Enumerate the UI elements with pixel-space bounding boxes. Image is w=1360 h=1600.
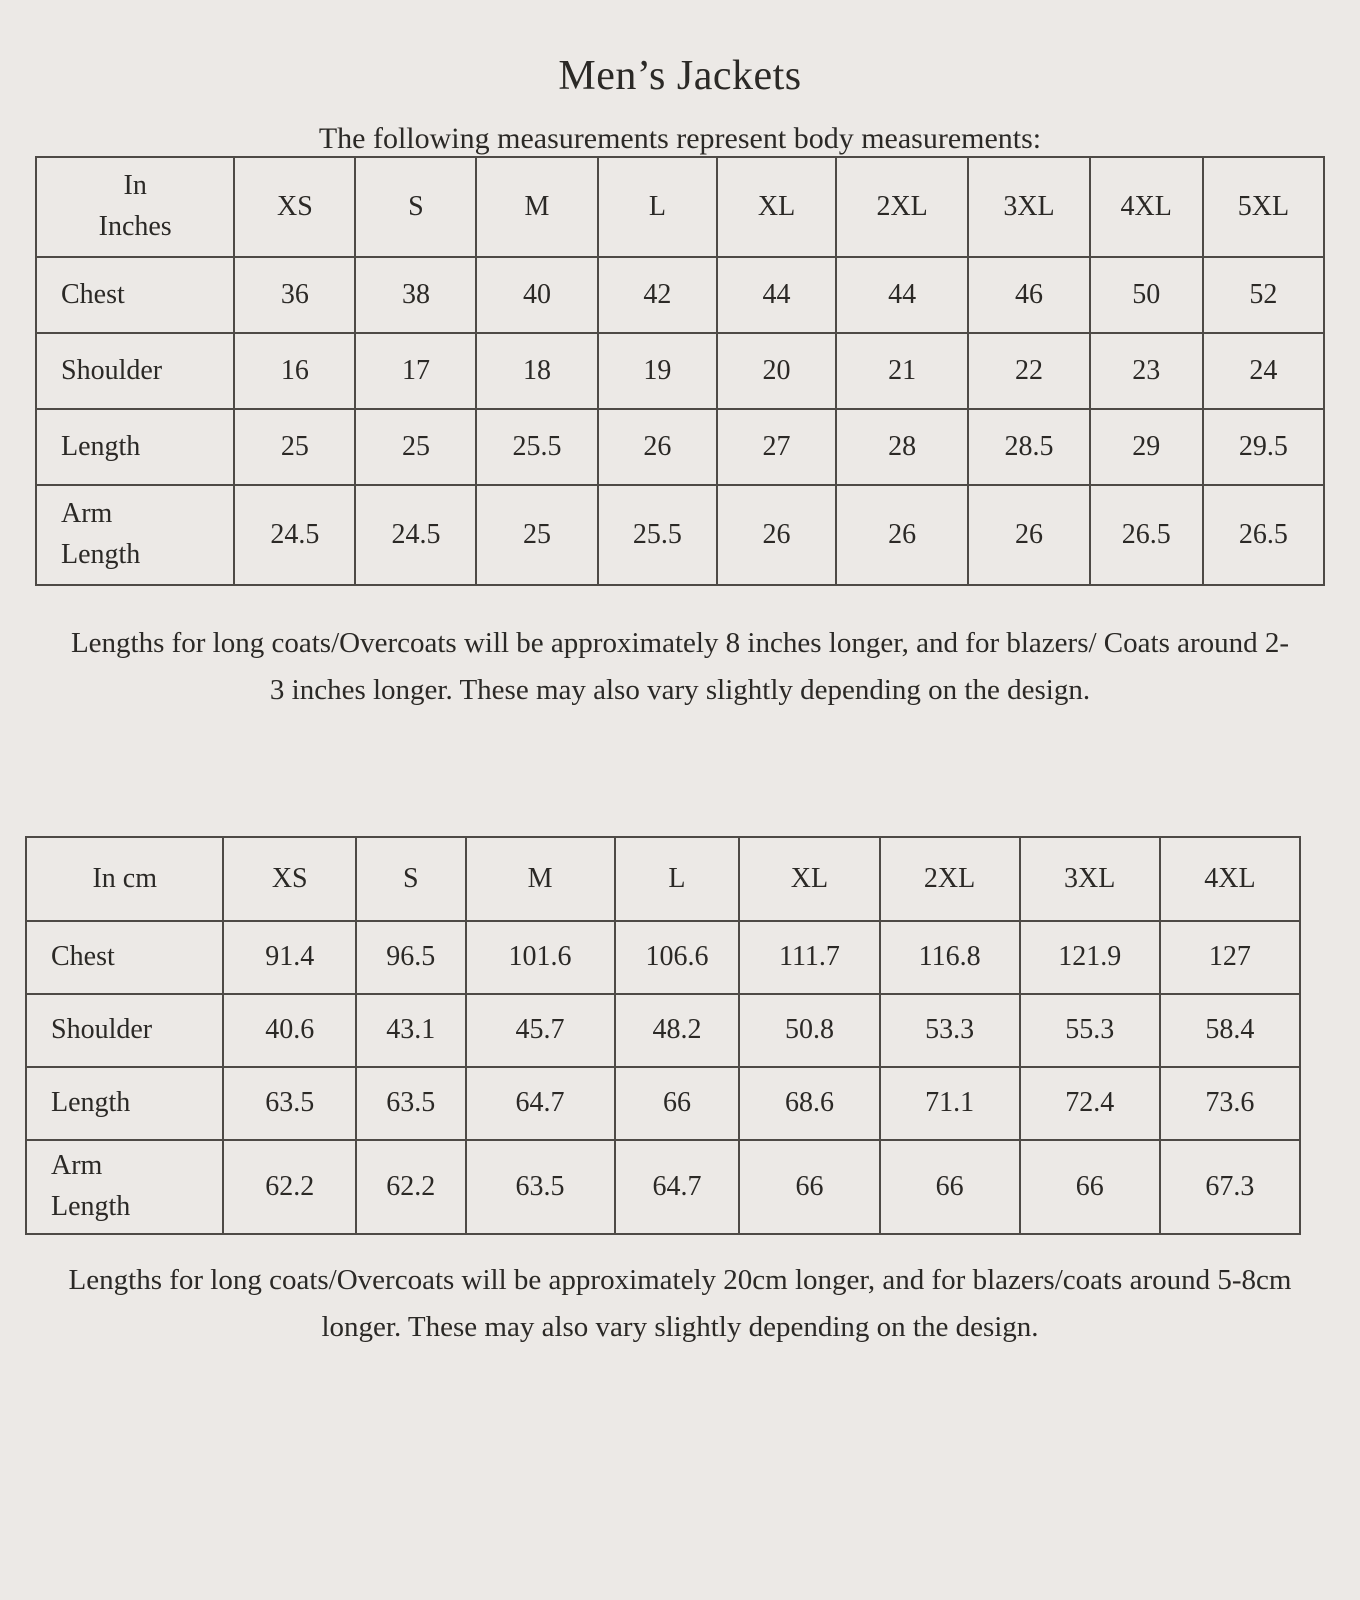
cm_table-size-header-4xl bbox=[1160, 837, 1300, 921]
cm_table-value-cell-text: 63.5 bbox=[386, 1087, 436, 1119]
cm_table-value-cell bbox=[880, 1140, 1020, 1234]
cm_table-value-cell bbox=[1020, 921, 1160, 994]
inches_table-value-cell-text: 20 bbox=[762, 354, 791, 386]
inches_table-value-cell-text: 27 bbox=[762, 430, 791, 462]
cm_table-row-label bbox=[26, 921, 223, 994]
cm_table-value-cell-text: 48.2 bbox=[652, 1014, 702, 1046]
inches_table-value-cell bbox=[1090, 409, 1203, 485]
cm_table-header-row bbox=[26, 837, 1300, 921]
cm_table-size-header-4xl-text: 4XL bbox=[1204, 862, 1256, 894]
inches_table-value-cell bbox=[717, 485, 835, 585]
cm_table-row-arm-length bbox=[26, 1140, 1300, 1234]
inches_table-value-cell bbox=[836, 257, 969, 333]
inches-size-table bbox=[35, 156, 1325, 586]
inches_table-value-cell-text: 24.5 bbox=[270, 518, 320, 550]
cm_table-value-cell bbox=[466, 921, 615, 994]
inches_table-value-cell-text: 25 bbox=[401, 430, 430, 462]
inches_table-value-cell bbox=[476, 485, 597, 585]
cm_table-value-cell bbox=[615, 1067, 740, 1140]
inches_table-row-label bbox=[36, 485, 234, 585]
cm_table-value-cell-text: 91.4 bbox=[265, 941, 315, 973]
cm_table-size-header-3xl bbox=[1020, 837, 1160, 921]
cm_table-value-cell-text: 73.6 bbox=[1205, 1087, 1255, 1119]
inches_table-value-cell-text: 26 bbox=[762, 518, 791, 550]
cm_table-size-header-xs bbox=[223, 837, 355, 921]
inches_table-size-header-xs-text: XS bbox=[276, 190, 313, 222]
cm_table-value-cell-text: 64.7 bbox=[515, 1087, 565, 1119]
cm_table-value-cell bbox=[466, 1140, 615, 1234]
cm_table-row-label-text: Shoulder bbox=[51, 1014, 153, 1046]
cm_table-value-cell-text: 101.6 bbox=[508, 941, 572, 973]
inches_table-row-label-text: Arm Length bbox=[61, 498, 141, 570]
cm_table-value-cell bbox=[223, 994, 355, 1067]
inches_table-row-chest bbox=[36, 257, 1324, 333]
inches_table-value-cell-text: 26 bbox=[1014, 518, 1043, 550]
cm_table-value-cell bbox=[356, 921, 466, 994]
cm_table-value-cell-text: 50.8 bbox=[784, 1014, 834, 1046]
inches_table-value-cell-text: 22 bbox=[1014, 354, 1043, 386]
inches_table-value-cell-text: 25.5 bbox=[512, 430, 562, 462]
inches_table-value-cell bbox=[836, 485, 969, 585]
cm_table-value-cell-text: 55.3 bbox=[1065, 1014, 1115, 1046]
inches_table-value-cell bbox=[968, 333, 1089, 409]
inches_table-value-cell-text: 24 bbox=[1249, 354, 1278, 386]
inches_table-value-cell bbox=[355, 333, 476, 409]
inches_table-value-cell bbox=[234, 333, 355, 409]
inches_table-value-cell bbox=[598, 333, 718, 409]
inches_table-value-cell-text: 17 bbox=[401, 354, 430, 386]
inches_table-value-cell-text: 25.5 bbox=[632, 518, 682, 550]
inches_table-value-cell-text: 26 bbox=[888, 518, 917, 550]
inches_table-value-cell bbox=[717, 333, 835, 409]
cm_table-value-cell-text: 127 bbox=[1208, 941, 1251, 973]
cm_table-value-cell-text: 66 bbox=[1075, 1170, 1104, 1202]
cm_table-value-cell bbox=[739, 1140, 879, 1234]
cm_table-value-cell-text: 62.2 bbox=[386, 1170, 436, 1202]
inches_table-value-cell-text: 26.5 bbox=[1121, 518, 1171, 550]
inches_table-value-cell-text: 44 bbox=[888, 278, 917, 310]
cm_table-value-cell bbox=[739, 1067, 879, 1140]
inches_table-value-cell bbox=[476, 257, 597, 333]
cm_table-size-header-xs-text: XS bbox=[271, 862, 308, 894]
inches_table-header-row bbox=[36, 157, 1324, 257]
inches_table-value-cell-text: 25 bbox=[523, 518, 551, 550]
cm_table-value-cell-text: 58.4 bbox=[1205, 1014, 1255, 1046]
inches_table-size-header-4xl-text: 4XL bbox=[1120, 190, 1172, 222]
cm_table-row-label bbox=[26, 1067, 223, 1140]
cm_table-value-cell-text: 71.1 bbox=[925, 1087, 975, 1119]
inches_table-value-cell bbox=[355, 257, 476, 333]
inches_table-row-shoulder bbox=[36, 333, 1324, 409]
inches_table-value-cell-text: 50 bbox=[1132, 278, 1161, 310]
cm_table-size-header-s-text: S bbox=[402, 862, 419, 894]
inches_table-size-header-4xl bbox=[1090, 157, 1203, 257]
cm_table-value-cell bbox=[223, 921, 355, 994]
inches_table-value-cell bbox=[836, 409, 969, 485]
cm_table-value-cell bbox=[223, 1067, 355, 1140]
cm_table-value-cell bbox=[739, 994, 879, 1067]
inches_table-value-cell-text: 19 bbox=[643, 354, 672, 386]
inches_table-row-label-text: Shoulder bbox=[61, 354, 163, 386]
cm_table-value-cell-text: 72.4 bbox=[1065, 1087, 1115, 1119]
inches_table-value-cell bbox=[717, 409, 835, 485]
cm_table-row-length bbox=[26, 1067, 1300, 1140]
inches_table-value-cell-text: 38 bbox=[401, 278, 430, 310]
inches_table-value-cell-text: 52 bbox=[1249, 278, 1278, 310]
cm_table-value-cell-text: 66 bbox=[935, 1170, 964, 1202]
cm_table-value-cell bbox=[1160, 1140, 1300, 1234]
page-title: Men’s Jackets bbox=[558, 53, 802, 99]
inches_table-value-cell bbox=[476, 333, 597, 409]
cm_table-row-label bbox=[26, 994, 223, 1067]
inches_table-size-header-3xl-text: 3XL bbox=[1003, 190, 1055, 222]
inches_table-value-cell-text: 21 bbox=[888, 354, 917, 386]
inches_table-value-cell bbox=[968, 485, 1089, 585]
cm_table-value-cell-text: 96.5 bbox=[386, 941, 436, 973]
cm_table-value-cell bbox=[1160, 921, 1300, 994]
inches_table-value-cell-text: 40 bbox=[523, 278, 551, 310]
inches_table-value-cell bbox=[598, 409, 718, 485]
inches_table-size-header-l bbox=[598, 157, 718, 257]
cm_table-row-label-text: Length bbox=[51, 1087, 131, 1119]
cm_table-row-chest bbox=[26, 921, 1300, 994]
cm_table-value-cell bbox=[880, 994, 1020, 1067]
inches_table-size-header-xs bbox=[234, 157, 355, 257]
inches_table-value-cell-text: 26 bbox=[643, 430, 672, 462]
cm_table-value-cell-text: 67.3 bbox=[1205, 1170, 1255, 1202]
inches_table-size-header-m bbox=[476, 157, 597, 257]
inches_table-value-cell bbox=[1203, 333, 1324, 409]
inches_table-value-cell-text: 28 bbox=[888, 430, 917, 462]
cm_table-size-header-l bbox=[615, 837, 740, 921]
inches_table-value-cell-text: 26.5 bbox=[1238, 518, 1288, 550]
cm_table-unit-label bbox=[26, 837, 223, 921]
cm_table-value-cell-text: 68.6 bbox=[784, 1087, 834, 1119]
cm_table-value-cell-text: 64.7 bbox=[652, 1170, 702, 1202]
inches_table-value-cell bbox=[717, 257, 835, 333]
inches_table-value-cell-text: 25 bbox=[280, 430, 309, 462]
cm_table-size-header-l-text: L bbox=[668, 862, 686, 894]
cm_table-size-header-xl bbox=[739, 837, 879, 921]
inches_table-size-header-2xl-text: 2XL bbox=[876, 190, 928, 222]
inches_table-row-label-text: Chest bbox=[61, 278, 125, 310]
cm_table-value-cell bbox=[615, 994, 740, 1067]
cm_table-size-header-2xl-text: 2XL bbox=[923, 862, 976, 894]
inches_table-value-cell-text: 42 bbox=[643, 278, 672, 310]
inches_table-size-header-5xl-text: 5XL bbox=[1237, 190, 1290, 222]
inches_table-size-header-5xl bbox=[1203, 157, 1324, 257]
inches_table-value-cell bbox=[355, 485, 476, 585]
inches_table-value-cell-text: 46 bbox=[1014, 278, 1043, 310]
inches_table-value-cell bbox=[598, 257, 718, 333]
inches_table-value-cell-text: 23 bbox=[1132, 354, 1161, 386]
cm_table-value-cell-text: 43.1 bbox=[386, 1014, 436, 1046]
inches_table-value-cell-text: 16 bbox=[280, 354, 309, 386]
cm_table-size-header-m-text: M bbox=[527, 862, 553, 894]
inches_table-value-cell bbox=[1203, 485, 1324, 585]
cm_table-value-cell-text: 116.8 bbox=[918, 941, 981, 973]
inches_table-row-label bbox=[36, 409, 234, 485]
cm_table-value-cell bbox=[1160, 1067, 1300, 1140]
cm_table-value-cell bbox=[1020, 994, 1160, 1067]
inches-table-note: Lengths for long coats/Overcoats will be approximately 8 inches longer, and for blazers/ Coats around 2-3 inches longer. These may also vary slightly depending on the design. bbox=[70, 627, 1290, 706]
inches_table-size-header-xl-text: XL bbox=[757, 190, 796, 222]
inches_table-value-cell bbox=[234, 257, 355, 333]
inches_table-size-header-l-text: L bbox=[648, 190, 666, 222]
inches_table-value-cell-text: 28.5 bbox=[1004, 430, 1054, 462]
inches_table-value-cell bbox=[598, 485, 718, 585]
cm_table-value-cell-text: 66 bbox=[795, 1170, 824, 1202]
inches_table-size-header-m-text: M bbox=[524, 190, 550, 222]
cm_table-value-cell bbox=[615, 921, 740, 994]
cm_table-value-cell-text: 53.3 bbox=[925, 1014, 975, 1046]
cm_table-value-cell bbox=[356, 994, 466, 1067]
inches_table-value-cell-text: 18 bbox=[523, 354, 551, 386]
cm_table-unit-label-text: In cm bbox=[92, 862, 157, 894]
cm_table-row-label bbox=[26, 1140, 223, 1234]
inches_table-value-cell bbox=[968, 409, 1089, 485]
cm_table-size-header-3xl-text: 3XL bbox=[1064, 862, 1116, 894]
cm_table-row-shoulder bbox=[26, 994, 1300, 1067]
cm_table-value-cell bbox=[466, 1067, 615, 1140]
cm_table-value-cell bbox=[1020, 1140, 1160, 1234]
inches_table-size-header-s bbox=[355, 157, 476, 257]
cm_table-value-cell-text: 63.5 bbox=[515, 1170, 565, 1202]
cm_table-value-cell bbox=[1160, 994, 1300, 1067]
cm_table-value-cell-text: 111.7 bbox=[779, 941, 840, 973]
inches_table-row-label bbox=[36, 333, 234, 409]
cm_table-value-cell-text: 62.2 bbox=[265, 1170, 315, 1202]
cm_table-value-cell bbox=[739, 921, 879, 994]
cm_table-row-label-text: Arm Length bbox=[51, 1150, 131, 1222]
inches_table-row-arm-length bbox=[36, 485, 1324, 585]
cm_table-value-cell bbox=[223, 1140, 355, 1234]
cm-size-table bbox=[25, 836, 1301, 1235]
inches_table-value-cell-text: 24.5 bbox=[391, 518, 441, 550]
inches_table-row-length bbox=[36, 409, 1324, 485]
cm_table-value-cell-text: 45.7 bbox=[515, 1014, 565, 1046]
inches_table-size-header-2xl bbox=[836, 157, 969, 257]
cm_table-value-cell bbox=[615, 1140, 740, 1234]
cm_table-value-cell bbox=[356, 1140, 466, 1234]
inches_table-value-cell bbox=[1203, 257, 1324, 333]
inches_table-value-cell bbox=[1090, 485, 1203, 585]
inches_table-value-cell bbox=[234, 409, 355, 485]
inches_table-value-cell bbox=[836, 333, 969, 409]
inches_table-unit-label-text: In Inches bbox=[98, 170, 172, 242]
cm_table-size-header-2xl bbox=[880, 837, 1020, 921]
cm_table-value-cell-text: 66 bbox=[662, 1087, 691, 1119]
inches_table-value-cell bbox=[234, 485, 355, 585]
inches_table-value-cell bbox=[476, 409, 597, 485]
cm_table-value-cell-text: 63.5 bbox=[265, 1087, 315, 1119]
inches_table-value-cell-text: 29.5 bbox=[1238, 430, 1288, 462]
cm_table-size-header-s bbox=[356, 837, 466, 921]
cm-table-note: Lengths for long coats/Overcoats will be approximately 20cm longer, and for blazers/coats around 5-8cm longer. These may also vary slightly depending on the design. bbox=[68, 1263, 1292, 1343]
cm_table-value-cell-text: 121.9 bbox=[1058, 941, 1122, 973]
inches_table-value-cell-text: 29 bbox=[1132, 430, 1161, 462]
cm_table-value-cell bbox=[356, 1067, 466, 1140]
inches_table-size-header-xl bbox=[717, 157, 835, 257]
cm_table-value-cell bbox=[466, 994, 615, 1067]
inches_table-value-cell bbox=[1090, 333, 1203, 409]
cm_table-size-header-m bbox=[466, 837, 615, 921]
cm_table-value-cell bbox=[880, 1067, 1020, 1140]
inches_table-row-label-text: Length bbox=[61, 430, 141, 462]
cm_table-value-cell bbox=[1020, 1067, 1160, 1140]
inches_table-value-cell-text: 44 bbox=[762, 278, 791, 310]
cm_table-row-label-text: Chest bbox=[51, 941, 115, 973]
cm_table-value-cell bbox=[880, 921, 1020, 994]
inches_table-unit-label bbox=[36, 157, 234, 257]
inches_table-size-header-s-text: S bbox=[408, 190, 424, 222]
inches_table-row-label bbox=[36, 257, 234, 333]
page-subtitle: The following measurements represent body measurements: bbox=[318, 122, 1042, 155]
inches_table-value-cell bbox=[1203, 409, 1324, 485]
cm_table-value-cell-text: 106.6 bbox=[645, 941, 709, 973]
cm_table-size-header-xl-text: XL bbox=[790, 862, 829, 894]
inches_table-value-cell-text: 36 bbox=[280, 278, 309, 310]
inches_table-value-cell bbox=[968, 257, 1089, 333]
inches_table-value-cell bbox=[1090, 257, 1203, 333]
inches_table-value-cell bbox=[355, 409, 476, 485]
inches_table-size-header-3xl bbox=[968, 157, 1089, 257]
cm_table-value-cell-text: 40.6 bbox=[265, 1014, 315, 1046]
